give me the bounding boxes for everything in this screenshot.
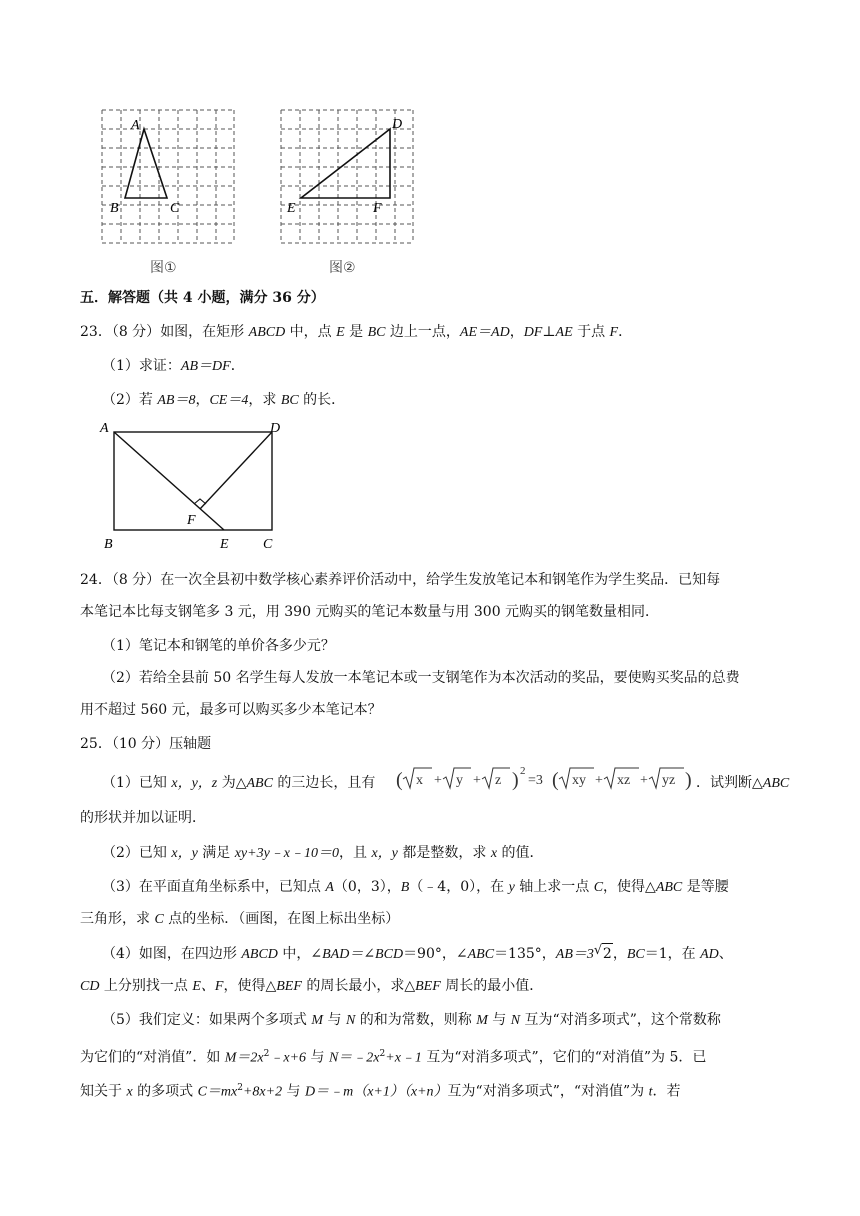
q23-part1: （1）求证：AB＝DF． bbox=[102, 358, 245, 374]
sqrt-x: x bbox=[416, 773, 423, 788]
q23-rectangle-figure bbox=[96, 418, 296, 552]
rect-label-c: C bbox=[263, 537, 273, 552]
q25-header: 25．（10 分）压轴题 bbox=[80, 736, 212, 752]
q25-part3-line2: 三角形，求 C 点的坐标．（画图，在图上标出坐标） bbox=[80, 911, 400, 927]
figure-2-grid bbox=[277, 104, 419, 280]
sqrt-z: z bbox=[495, 773, 502, 788]
label-b: B bbox=[110, 201, 119, 216]
svg-text:+: + bbox=[473, 773, 481, 788]
q25-part5-line2: 为它们的“对消值”．如 $M=2x^2﹣x+6$ 与 $N=﹣2x^2+x﹣1$ 互为“对消多项式”，它们的“对消值”为 5．已 bbox=[80, 1049, 707, 1066]
q25-part2: （2）已知 x，y 满足 xy+3y﹣x﹣10＝0，且 x，y 都是整数，求 x 的值． bbox=[102, 845, 544, 861]
power-2: 2 bbox=[520, 765, 526, 777]
svg-text:+: + bbox=[640, 773, 648, 788]
q25-part4-line2: CD 上分别找一点 E、F，使得△BEF 的周长最小，求△BEF 周长的最小值． bbox=[80, 978, 544, 994]
q24-part1: （1）笔记本和钢笔的单价各多少元？ bbox=[102, 638, 335, 654]
rect-label-e: E bbox=[220, 537, 229, 552]
svg-text:): ) bbox=[512, 769, 519, 791]
svg-text:+: + bbox=[595, 773, 603, 788]
triangle-def bbox=[301, 129, 390, 198]
label-a: A bbox=[131, 118, 140, 133]
rect-label-f: F bbox=[187, 513, 196, 528]
rect-label-a: A bbox=[100, 421, 109, 436]
triangle-abc bbox=[125, 129, 167, 198]
q25-part5-line3: 知关于 x 的多项式 $C=mx^2+8x+2$ 与 D＝﹣m（x+1）（x+n）互为“对消多项式”，“对消值”为 t．若 bbox=[80, 1083, 681, 1100]
figure-2-caption: 图② bbox=[329, 260, 356, 276]
q25-part5-line1: （5）我们定义：如果两个多项式 M 与 N 的和为常数，则称 M 与 N 互为“对消多项式”，这个常数称 bbox=[102, 1012, 721, 1028]
q23-intro: 23．（8 分）如图，在矩形 ABCD 中，点 E 是 BC 边上一点，AE＝AD，DF⊥AE 于点 F． bbox=[80, 324, 633, 340]
svg-text:+: + bbox=[434, 773, 442, 788]
q24-line1: 24．（8 分）在一次全县初中数学核心素养评价活动中，给学生发放笔记本和钢笔作为学生奖品．已知每 bbox=[80, 572, 721, 588]
rect-label-d: D bbox=[270, 421, 281, 436]
svg-text:(: ( bbox=[552, 769, 559, 791]
eq-3: =3 bbox=[528, 773, 543, 788]
label-f: F bbox=[373, 201, 382, 216]
q25-part1-line2: 的形状并加以证明． bbox=[80, 810, 206, 826]
label-e: E bbox=[287, 201, 296, 216]
q24-line2: 本笔记本比每支钢笔多 3 元，用 390 元购买的笔记本数量与用 300 元购买的钢笔数量相同． bbox=[80, 604, 660, 620]
sqrt-xz: xz bbox=[617, 773, 631, 788]
figure-1-caption: 图① bbox=[150, 260, 177, 276]
q24-part2-line1: （2）若给全县前 50 名学生每人发放一本笔记本或一支钢笔作为本次活动的奖品，要使购买奖品的总费 bbox=[102, 670, 740, 686]
label-c: C bbox=[170, 201, 180, 216]
sqrt-xy: xy bbox=[572, 773, 586, 788]
q25-part1-line1: （1）已知 x，y，z 为△ABC 的三边长，且有 bbox=[102, 775, 376, 791]
rect-label-b: B bbox=[104, 537, 113, 552]
sqrt-yz: yz bbox=[662, 773, 676, 788]
section-title: 五．解答题（共 4 小题，满分 36 分） bbox=[80, 290, 325, 306]
q25-part3-line1: （3）在平面直角坐标系中，已知点 A（0，3），B（﹣4，0），在 y 轴上求一点 C，使得△ABC 是等腰 bbox=[102, 879, 729, 895]
q25-part1-line1-end: ．试判断△ABC bbox=[696, 775, 790, 791]
svg-text:): ) bbox=[685, 769, 692, 791]
sqrt-2: √ 2 bbox=[593, 943, 612, 962]
q24-part2-line2: 用不超过 560 元，最多可以购买多少本笔记本？ bbox=[80, 702, 382, 718]
q25-part4-line1: （4）如图，在四边形 ABCD 中，∠BAD＝∠BCD＝90°，∠ABC＝135°，AB＝3 √ 2，BC＝1，在 AD、 bbox=[102, 943, 733, 962]
svg-text:(: ( bbox=[396, 769, 403, 791]
label-d: D bbox=[392, 117, 403, 132]
figure-1-grid bbox=[98, 104, 240, 280]
q25-radical-formula bbox=[394, 762, 694, 794]
q23-part2: （2）若 AB＝8，CE＝4，求 BC 的长． bbox=[102, 392, 346, 408]
sqrt-y: y bbox=[456, 773, 463, 788]
